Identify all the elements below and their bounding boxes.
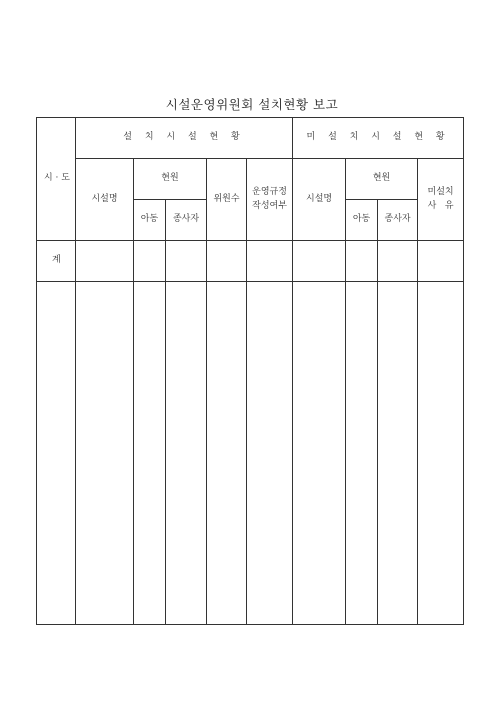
data-entry-row (37, 282, 464, 625)
entry-cell (247, 282, 293, 625)
total-cell (166, 241, 207, 282)
children-header: 아동 (134, 200, 166, 241)
reason-line-2: 사 유 (427, 200, 454, 211)
page-title: 시설운영위원회 설치현황 보고 (165, 97, 339, 112)
regulation-status-line-2: 작성여부 (252, 200, 287, 211)
installed-facilities-header: 설 치 시 설 현 황 (76, 118, 293, 159)
current-staff-header-2: 현원 (346, 159, 418, 200)
total-row (37, 241, 464, 282)
total-cell (378, 241, 418, 282)
entry-cell (207, 282, 247, 625)
not-installed-reason-header (418, 159, 464, 241)
children-header-2: 아동 (346, 200, 378, 241)
member-count-header: 위원수 (207, 159, 247, 241)
total-cell (346, 241, 378, 282)
entry-cell (134, 282, 166, 625)
not-installed-facilities-header: 미 설 치 시 설 현 황 (293, 118, 464, 159)
total-label: 계 (37, 241, 76, 282)
current-staff-header: 현원 (134, 159, 207, 200)
total-cell (247, 241, 293, 282)
facility-name-header-2: 시설명 (293, 159, 346, 241)
entry-cell (293, 282, 346, 625)
entry-cell (37, 282, 76, 625)
total-cell (134, 241, 166, 282)
workers-header: 종사자 (166, 200, 207, 241)
entry-cell (76, 282, 134, 625)
report-table (36, 117, 464, 625)
regulation-status-line-1: 운영규정 (252, 187, 287, 197)
total-cell (293, 241, 346, 282)
regulation-status-header (247, 159, 293, 241)
entry-cell (346, 282, 378, 625)
entry-cell (378, 282, 418, 625)
entry-cell (166, 282, 207, 625)
facility-name-header: 시설명 (76, 159, 134, 241)
sido-header: 시 · 도 (37, 118, 76, 241)
workers-header-2: 종사자 (378, 200, 418, 241)
reason-line-1: 미설치 (427, 187, 454, 197)
total-cell (207, 241, 247, 282)
entry-cell (418, 282, 464, 625)
total-cell (418, 241, 464, 282)
total-cell (76, 241, 134, 282)
